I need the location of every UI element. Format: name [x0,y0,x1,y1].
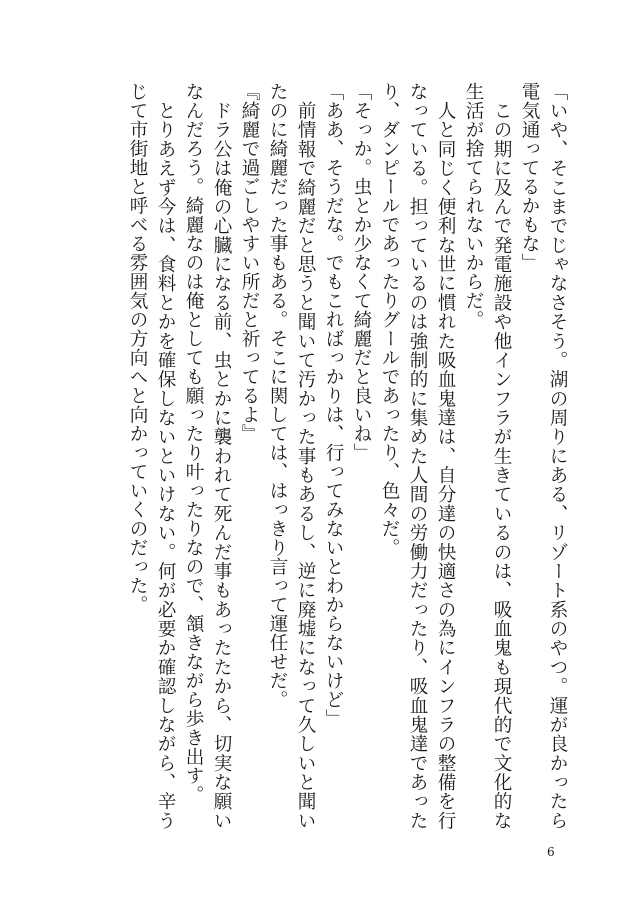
page-number: 6 [547,845,555,859]
paragraph-1: 「いや、そこまでじゃなさそう。湖の周りにある、リゾート系のやつ。運が良かったら電気通ってるかもな」 [519,82,568,830]
vertical-text-body [123,82,571,830]
paragraph-3: 人と同じく便利な世に慣れた吸血鬼達は、自分達の快適さの為にインフラの整備を行なっている。担っているのは強制的に集めた人間の労働力だったり、吸血鬼達であったり、ダンピールであったりグールであったり、色々だ。 [379,82,456,830]
paragraph-8: ドラ公は俺の心臓になる前、虫とかに襲われて死んだ事もあったたから、切実な願いなんだろう。綺麗なのは俺としても願ったり叶ったりなので、頷きながら歩き出す。 [183,82,232,830]
paragraph-4: 「そっか。虫とか少なくて綺麗だと良いね」 [351,82,372,462]
paragraph-9: とりあえず今は、食料とかを確保しないといけない。何が必要か確認しながら、辛うじて市街地と呼べる雰囲気の方向へと向かっていくのだった。 [127,82,176,830]
paragraph-6: 前情報で綺麗だと思うと聞いて汚かった事もあるし、逆に廃墟になって久しいと聞いたのに綺麗だった事もある。そこに関しては、はっきり言って運任せだ。 [267,82,316,830]
paragraph-5: 「ああ、そうだな。でもこればっかりは、行ってみないとわからないけど」 [323,82,344,728]
paragraph-7: 『綺麗で過ごしやすい所だと祈ってるよ』 [239,82,260,443]
paragraph-2: この期に及んで発電施設や他インフラが生きているのは、吸血鬼も現代的で文化的な生活が捨てられないからだ。 [463,82,512,830]
